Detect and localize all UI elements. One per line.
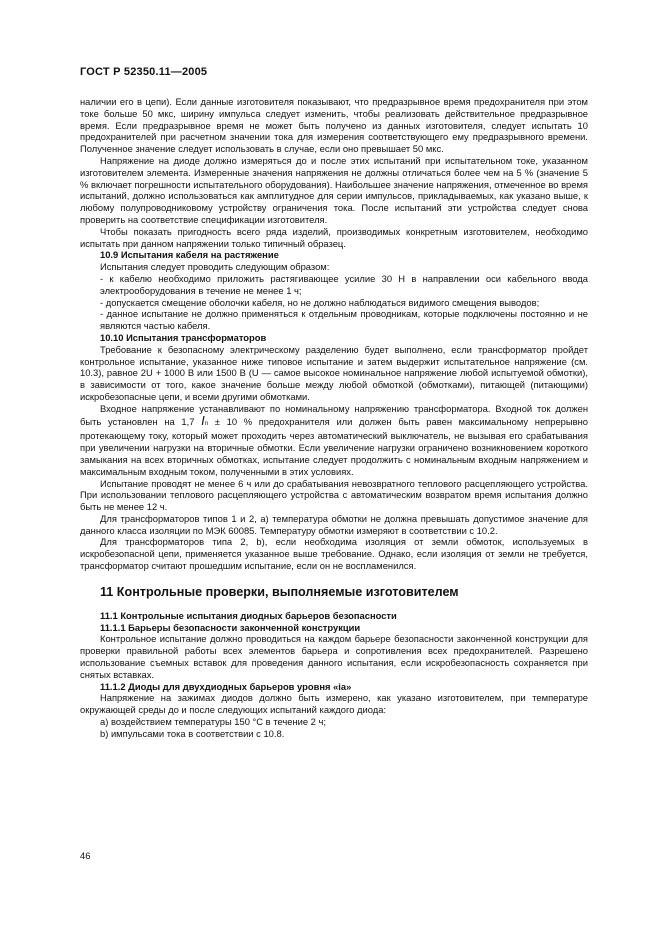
list-item: b) импульсами тока в соответствии с 10.8. bbox=[100, 727, 285, 739]
heading-10-10: 10.10 Испытания трансформаторов bbox=[100, 331, 267, 343]
current-symbol bbox=[201, 413, 208, 428]
paragraph: Испытание проводят не менее 6 ч или до срабатывания невозвратного теплового расцепляющего устройства. При использовании теплового расцепляющего устройства с автоматическим возвратом время испытания должно быть не менее 12 ч. bbox=[80, 477, 588, 513]
list-item: - данное испытание не должно применяться к отдельным проводникам, которые подключены постоянно и не являются частью кабеля. bbox=[100, 308, 588, 332]
paragraph: Напряжение на диоде должно измеряться до и после этих испытаний при испытательном токе, указанном изготовителем элемента. Измеренные значения напряжения не должны отличаться более чем на 5 % (значение 5 % включает погрешности испытательного оборудования). Наибольшее значение напряжения, отмеченное во время испытаний, должно использоваться как амплитудное для серии импульсов, прикладываемых, как указано выше, к любому полупроводниковому устройству ограничения тока. После испытаний эти устройства следует снова проверить на соответствие спецификации изготовителя. bbox=[80, 154, 588, 225]
paragraph-input-current bbox=[80, 403, 588, 478]
heading-11-1-1: 11.1.1 Барьеры безопасности законченной конструкции bbox=[100, 621, 361, 633]
paragraph: Для трансформаторов типов 1 и 2, а) температура обмотки не должна превышать допустимое значение для данного класса изоляции по МЭК 60085. Температуру обмотки измеряют в соответствии с 10.2. bbox=[80, 512, 588, 536]
heading-10-9: 10.9 Испытания кабеля на растяжение bbox=[100, 249, 279, 261]
paragraph: Напряжение на зажимах диодов должно быть измерено, как указано изготовителем, при температуре окружающей среды до и после следующих испытаний каждого диода: bbox=[80, 692, 588, 716]
paragraph: наличии его в цепи). Если данные изготовителя показывают, что предразрывное время предохранителя при этом токе больше 50 мкс, ширину импульса следует изменить, чтобы реализовать действительное предразрывное время. Если предразрывное время не может быть получено из данных изготовителя, следует испытать 10 предохранителей при расчетном значении тока для измерения соответствующего ему предразрывного времени. Полученное значение следует использовать в случае, если оно превышает 50 мкс. bbox=[80, 96, 588, 155]
list-10-9 bbox=[80, 273, 588, 332]
section-11-title: 11 Контрольные проверки, выполняемые изготовителем bbox=[100, 584, 459, 599]
paragraph-part: ± 10 % предохранителя или должен быть равен максимальному непрерывно протекающему току, который может проходить через автоматический выключатель, не вызывая его срабатывания при увеличении нагрузки на вторичные обмотки. Если увеличение нагрузки ограничено возникновением короткого замыкания на всех вторичных обмотках, испытание следует продолжить с номинальным входным напряжением и максимальным входным током, полученными в этих условиях. bbox=[80, 415, 589, 477]
heading-11-1: 11.1 Контрольные испытания диодных барьеров безопасности bbox=[100, 609, 397, 621]
page-number: 46 bbox=[80, 850, 91, 861]
paragraph-part: Входное напряжение устанавливают по номинальному напряжению трансформатора. Входной ток должен быть установлен на 1,7 bbox=[80, 402, 588, 427]
list-item: - допускается смещение оболочки кабеля, но не должно наблюдаться видимого смещения выводов; bbox=[100, 296, 540, 308]
paragraph: Требование к безопасному электрическому разделению будет выполнено, если трансформатор пройдет контрольное испытание, указанное ниже типовое испытание и затем выдержит испытательное напряжение (см. 10.3), равное 2U + 1000 В или 1500 В (U — самое высокое номинальное напряжение любой испытуемой обмотки), в зависимости от того, какое значение больше между любой обмоткой (обмотками), питающей (питающими) искробезопасные цепи, и всеми другими обмотками. bbox=[80, 343, 588, 402]
list-11-1-2 bbox=[80, 716, 588, 740]
document-body bbox=[80, 96, 588, 740]
document-header: ГОСТ Р 52350.11—2005 bbox=[80, 66, 208, 78]
paragraph: Испытания следует проводить следующим образом: bbox=[100, 261, 330, 273]
paragraph: Контрольное испытание должно проводиться на каждом барьере безопасности законченной конструкции для проверки правильной работы всех элементов барьера и сопротивления всех предохранителей. Разрешено использование съемных вставок для проведения данного испытания, если искробезопасность сохраняется при снятых вставках. bbox=[80, 633, 588, 680]
current-symbol-subscript: n bbox=[204, 420, 209, 427]
paragraph: Чтобы показать пригодность всего ряда изделий, производимых конкретным изготовителем, необходимо испытать при данном напряжении только типичный образец. bbox=[80, 225, 588, 249]
heading-11-1-2: 11.1.2 Диоды для двухдиодных барьеров уровня «ia» bbox=[100, 680, 352, 692]
paragraph: Для трансформаторов типа 2, b), если необходима изоляция от земли обмоток, используемых в искробезопасной цепи, применяется указанное выше требование. Однако, если изоляция от земли не требуется, трансформатор считают прошедшим испытание, если он не воспламенился. bbox=[80, 536, 588, 572]
list-item: а) воздействием температуры 150 °С в течение 2 ч; bbox=[100, 716, 326, 728]
list-item: - к кабелю необходимо приложить растягивающее усилие 30 Н в направлении оси кабельного ввода электрооборудования в течение не менее 1 ч; bbox=[100, 272, 588, 296]
current-symbol-letter: I bbox=[201, 412, 205, 428]
